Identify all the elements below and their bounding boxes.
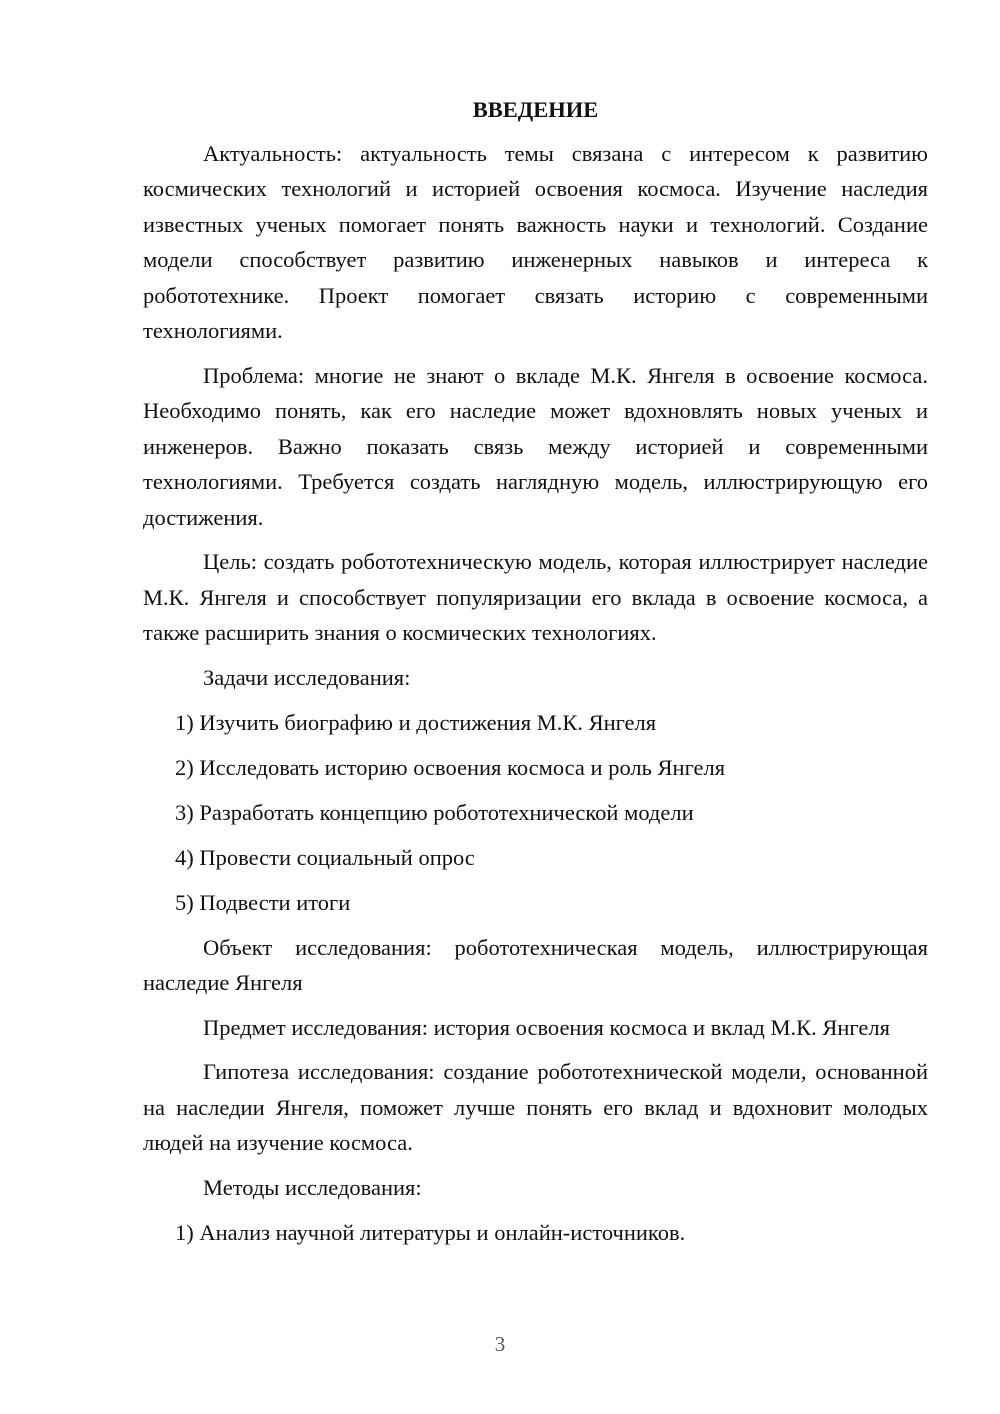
page-number: 3 <box>494 1332 506 1356</box>
tasks-list <box>143 705 928 921</box>
list-item: 5) Подвести итоги <box>175 889 351 915</box>
section-title: ВВЕДЕНИЕ <box>472 97 599 122</box>
methods-heading: Методы исследования: <box>203 1174 422 1200</box>
list-item: 1) Анализ научной литературы и онлайн-источников. <box>175 1219 686 1245</box>
paragraph-subject: Предмет исследования: история освоения космоса и вклад М.К. Янгеля <box>203 1014 890 1040</box>
tasks-heading: Задачи исследования: <box>203 664 411 690</box>
methods-list <box>143 1215 928 1251</box>
paragraph-object: Объект исследования: робототехническая модель, иллюстрирующая наследие Янгеля <box>143 934 928 995</box>
paragraph-goal: Цель: создать робототехническую модель, которая иллюстрирует наследие М.К. Янгеля и способствует популяризации его вклада в освоение космоса, а также расширить знания о космических технологиях. <box>143 549 928 645</box>
document-page <box>143 92 928 1260</box>
list-item: 1) Изучить биографию и достижения М.К. Янгеля <box>175 709 657 735</box>
list-item: 2) Исследовать историю освоения космоса и роль Янгеля <box>175 754 726 780</box>
list-item: 3) Разработать концепцию робототехнической модели <box>175 799 694 825</box>
paragraph-hypothesis: Гипотеза исследования: создание робототехнической модели, основанной на наследии Янгеля, поможет лучше понять его вклад и вдохновит молодых людей на изучение космоса. <box>143 1059 928 1155</box>
paragraph-relevance: Актуальность: актуальность темы связана с интересом к развитию космических технологий и историей освоения космоса. Изучение наследия известных ученых помогает понять важность науки и технологий. Создание модели способствует развитию инженерных навыков и интереса к робототехнике. Проект помогает связать историю с современными технологиями. <box>143 140 928 343</box>
list-item: 4) Провести социальный опрос <box>175 844 475 870</box>
paragraph-problem: Проблема: многие не знают о вкладе М.К. Янгеля в освоение космоса. Необходимо понять, как его наследие может вдохновлять новых ученых и инженеров. Важно показать связь между историей и современными технологиями. Требуется создать наглядную модель, иллюстрирующую его достижения. <box>143 362 928 530</box>
